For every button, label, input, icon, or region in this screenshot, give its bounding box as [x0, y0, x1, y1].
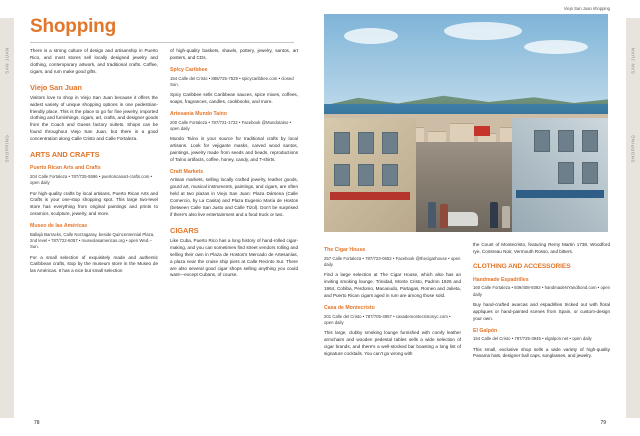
heading-clothing-and-accessories: CLOTHING AND ACCESSORIES	[473, 262, 571, 270]
right-column-two-continued: the Count of Montecristo, featuring Remy Martin 1738, Woodford rye, Cointreau Noir, Vermouth Rosso, and bitters.	[473, 242, 610, 254]
listing-meta-artesania-mundo-taino: 200 Calle Fortaleza • 787/721-1722 • Facebook @Mundotaino • open daily	[170, 119, 292, 131]
listing-name-el-galpon: El Galpón	[473, 327, 498, 334]
listing-meta-the-cigar-house: 257 Calle Fortaleza • 787/723-0652 • Facebook @thecigarhouse • open daily	[324, 255, 461, 268]
right-page	[310, 0, 626, 436]
heading-cigars: CIGARS	[170, 225, 199, 235]
photo-car	[444, 212, 478, 226]
page-number-right: 79	[600, 420, 606, 426]
left-page	[14, 0, 310, 436]
side-tab-left-top-label: SAN JUAN	[4, 47, 10, 74]
heading-viejo-san-juan: Viejo San Juan	[30, 82, 82, 92]
listing-body-artesania-mundo-taino: Mundo Taíno is your source for traditional crafts by local artisans. Look for vejigante masks, carved wood santos, paintings, jewelry made from seeds and beads, reproductions of Taíno artifacts, coffee, honey, candy, and T-shirts.	[170, 136, 298, 162]
photo-person	[440, 204, 448, 228]
right-page-columns	[324, 242, 610, 363]
listing-body-museo-de-las-americas: For a small selection of exquisitely made and authentic Caribbean crafts, stop by the museum store in the Museo de las Américas. It has a nice but small selection	[30, 254, 158, 274]
listing-body-handmade-espadrilles: Buy hand-crafted avarcas and espadrilles tricked out with floral appliques or hand-painted scenes from Spain, or custom-design your own.	[473, 301, 610, 321]
listing-body-el-galpon: This small, exclusive shop sells a wide variety of high-quality Panama hats, designer ball caps, sunglasses, and jewelry.	[473, 346, 610, 359]
listing-body-spicy-caribbee: Spicy Caribbee sells Caribbean sauces, spice mixes, coffees, soaps, fragrances, candles, cookbooks, and more.	[170, 92, 298, 104]
listing-body-casa-de-montecristo: This large, clubby smoking lounge furnished with comfy leather armchairs and wooden pedestal tables sells a wide selection of cigar brands, and there's a well-stocked bar boasting a long list of signature cocktails. You can't go wrong with	[324, 330, 461, 356]
listing-name-spicy-caribbee: Spicy Caribbee	[170, 66, 208, 73]
side-tab-right	[626, 18, 640, 418]
listing-name-handmade-espadrilles: Handmade Espadrilles	[473, 276, 529, 283]
photo-person	[502, 206, 510, 228]
listing-body-puerto-rican-arts: For high-quality crafts by local artisans, Puerto Rican Arts and Crafts is your one-stop shopping spot. This large two-level store has everything from original paintings and prints to ceramics, sculpture, jewelry, and more.	[30, 190, 158, 217]
listing-name-craft-markets: Craft Markets	[170, 168, 204, 175]
title-divider	[30, 42, 294, 43]
listing-meta-puerto-rican-arts: 204 Calle Fortaleza • 787/725-5596 • puertoricanart-crafts.com • open daily	[30, 174, 153, 186]
listing-meta-museo-de-las-americas: Ballajá Barracks, Calle Norzagaray, beside Quincentennial Plaza, 2nd level • 787/722-6057 • museolasamericas.org • open Wed.–Sun.	[30, 231, 155, 250]
listing-meta-el-galpon: 154 Calle del Cristo • 787/725-3945 • elgalpon.net • open daily	[473, 336, 592, 342]
photo-viejo-san-juan-shopping	[324, 14, 608, 232]
photo-flag	[474, 126, 490, 136]
side-tab-left	[0, 18, 14, 418]
listing-name-puerto-rican-arts: Puerto Rican Arts and Crafts	[30, 165, 101, 172]
listing-name-the-cigar-house: The Cigar House	[324, 247, 366, 253]
photo-building-left	[324, 118, 416, 232]
listing-body-the-cigar-house: Find a large selection at The Cigar House, which also has an inviting smoking lounge. Trinidad, Monte Cristo, Padron 1926 and 1964, Cohiba, Perdomo, Macanudo, Partagas, Romeo and Julieta, and Puerto Rican cigars aged in rum are among those sold.	[324, 272, 461, 298]
listing-body-cigars: Like Cuba, Puerto Rico has a long history of hand-rolled cigar-making, and you can sometimes find street vendors rolling and selling their own in Plaza de Hostos's Mercado de Artesanías, a plaza near the cruise ship piers at Calle Recinto Sur. There are also several good cigar shops selling anything you could want—except Cubans, of course.	[170, 237, 298, 278]
side-tab-right-bottom-label: SHOPPING	[630, 134, 636, 163]
heading-arts-and-crafts: ARTS AND CRAFTS	[30, 150, 100, 160]
page-number-left: 78	[34, 420, 40, 426]
photo-building-right	[512, 118, 608, 232]
photo-cloud	[524, 40, 588, 54]
photo-cloud	[444, 22, 522, 40]
side-tab-right-top	[596, 47, 640, 74]
side-tab-left-bottom-label: SHOPPING	[4, 134, 10, 163]
listing-name-museo-de-las-americas: Museo de las Américas	[30, 223, 88, 230]
listing-meta-spicy-caribbee: 154 Calle del Cristo • 888/725-7529 • spicycaribbee.com • closed Sun.	[170, 75, 294, 87]
photo-cloud	[344, 28, 398, 44]
photo-person	[490, 202, 498, 228]
left-page-columns	[30, 48, 298, 281]
photo-person	[428, 202, 436, 228]
listing-meta-handmade-espadrilles: 160 Calle Fortaleza • 939/408-9392 • handmadeNYandbond.com • open daily	[473, 285, 611, 297]
side-tab-right-bottom	[600, 134, 640, 163]
listing-body-craft-markets: Artisan markets, selling locally crafted jewelry, leather goods, gourd art, musical instruments, paintings, and cigars, are often held at two plazas in Viejo San Juan: Plaza Dársena (Calle Comercio, by La Casita) and Plaza Eugenio María de Hostos (between Calle San Justo and Calle Tizol). Don't be surprised if there's also live entertainment and a food truck or two.	[170, 177, 298, 217]
side-tab-right-top-label: SAN JUAN	[630, 47, 636, 74]
viejo-san-juan-body: Visitors love to shop in Viejo San Juan because it offers the widest variety of unique shopping options in one pedestrian-friendly place. This is the place to go for fine jewelry, imported clothing and furnishings, cigars, art, crafts, and designer goods from the Coach and Guess factory outlets. Shops can be found throughout Viejo San Juan, but there is a good concentration along Calle Cristo and Calle Fortaleza.	[30, 94, 158, 142]
listing-name-artesania-mundo-taino: Artesanía Mundo Taíno	[170, 110, 227, 117]
listing-meta-casa-de-montecristo: 201 Calle del Cristo • 787/705-4957 • casademontecristonyc.com • open daily	[324, 313, 451, 325]
listing-name-casa-de-montecristo: Casa de Montecristo	[324, 304, 375, 311]
page-title: Shopping	[30, 16, 116, 37]
photo-caption: Viejo San Juan shopping	[563, 6, 610, 11]
column-two-continued: of high-quality baskets, shawls, pottery, jewelry, santos, art posters, and CDs.	[170, 48, 298, 60]
intro-paragraph: There is a strong culture of design and artisanship in Puerto Rico, and most stores sell locally designed jewelry and clothing, contemporary artwork, and traditional crafts. Coffee, cigars, and rum make good gifts.	[30, 48, 158, 74]
